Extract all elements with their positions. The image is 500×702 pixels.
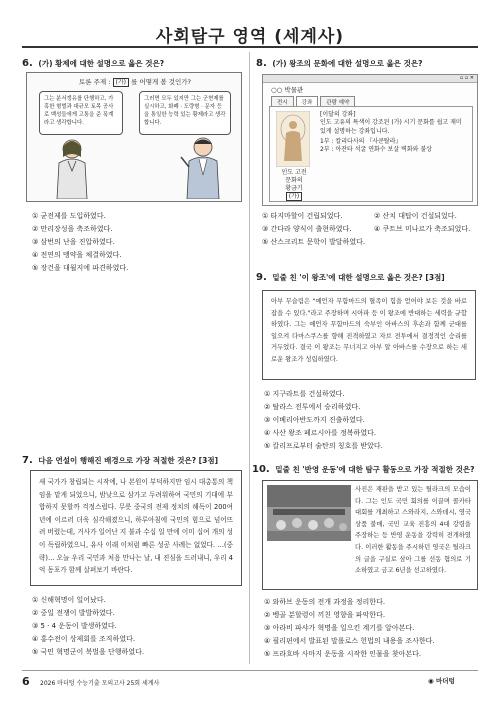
q7-option-3[interactable]: ③ 5 · 4 운동이 발생하였다. [32, 622, 117, 630]
q7-option-1[interactable]: ① 신해혁명이 일어났다. [32, 596, 106, 604]
q6-option-4[interactable]: ④ 전연의 맹약을 체결하였다. [32, 251, 122, 259]
footer-exam: 2026 마더텅 수능기출 모의고사 25회 세계사 [40, 680, 160, 687]
q9-option-3[interactable]: ③ 이베리아반도까지 진출하였다. [264, 416, 365, 424]
q7-number: 7. [22, 455, 33, 466]
q10-option-1[interactable]: ① 와하브 운동의 전개 과정을 정리한다. [264, 598, 386, 606]
q8-option-1[interactable]: ① 타지마할이 건립되었다. [262, 212, 343, 220]
q6-bubble-right: 그러면 모두 있지만 그는 군현제를 실시하고, 화폐 · 도량형 · 문자 등을 통일한 능력 있는 황제라고 생각합니다. [139, 91, 231, 135]
museum-content [269, 106, 473, 202]
q6-header [22, 58, 164, 69]
q9-option-4[interactable]: ④ 사산 왕조 페르시아를 정복하였다. [264, 429, 377, 437]
museum-name: ○○ 박물관 [271, 86, 304, 94]
q10-option-2[interactable]: ② 벵골 분할령이 끼친 영향을 파악한다. [264, 611, 386, 619]
q9-question: 밑줄 친 '이 왕조'에 대한 설명으로 옳은 것은? [3점] [272, 273, 445, 282]
lecture-part2: 2부 : 아잔타 석굴 연화수 보살 벽화와 불상 [320, 146, 432, 154]
lecture-part1: 1부 : 칼리다사의 『사쿤탈라』 [320, 137, 402, 145]
q9-option-1[interactable]: ① 지구라트를 건설하였다. [264, 390, 345, 398]
q10-header [252, 464, 474, 475]
tab-reservation[interactable]: 관람 예약 [320, 96, 355, 107]
q6-question: (가) 황제에 대한 설명으로 옳은 것은? [38, 59, 165, 68]
q10-passage-box [262, 480, 478, 590]
column-divider [249, 52, 250, 664]
q7-passage: 새 국가가 창립되는 시작에, 나 본원이 부덕하지만 임시 대총통의 책임을 맡게 되었으니, 밤낮으로 삼가고 두려워하여 국민의 기대에 부합하지 못할까 걱정스럽다. 무릇 중국의 전제 정치의 해독이 200여 년에 이르러 더욱 심각해졌으니, 하루아침에 국민의 힘으로 넘어뜨려 버렸는데, 거사가 일어난 지 불과 수십 일 만에 이미 십여 개의 성이 독립하였으니, 유사 이래 이처럼 빠른 성공 사례는 없었다. …(중략)… 오늘 우리 국민과 처음 만나는 날, 내 진심을 드러내니, 우리 4억 동포가 함께 살펴보기 바란다. [30, 470, 242, 586]
q7-header [22, 455, 218, 466]
q8-option-2[interactable]: ② 산치 대탑이 건설되었다. [374, 212, 457, 220]
q8-number: 8. [256, 58, 267, 69]
q9-option-5[interactable]: ⑤ 칼리프로부터 술탄의 칭호를 받았다. [264, 442, 383, 450]
teacher-figure-icon [177, 135, 229, 199]
q8-option-4[interactable]: ④ 쿠트브 미나르가 축조되었다. [374, 225, 471, 233]
q10-option-3[interactable]: ③ 아라비 파샤가 혁명을 일으킨 계기를 알아본다. [264, 624, 415, 632]
q8-header [256, 58, 422, 69]
q6-bubble-left: 그는 분서갱유를 단행하고, 가혹한 형벌과 대규모 토목 공사로 백성들에게 고통을 준 폭계라고 생각합니다. [39, 91, 123, 135]
buddha-caption: 인도 고전 문화의 황금기 (가) [281, 169, 307, 200]
q7-question: 다음 연설이 행해진 배경으로 가장 적절한 것은? [3점] [38, 456, 218, 465]
q6-topic: 토론 주제 : (가) 를 어떻게 볼 것인가? [79, 78, 191, 86]
page-number: 6 [22, 675, 30, 688]
student-figure-icon [47, 137, 97, 199]
q6-option-5[interactable]: ⑤ 장건을 대월지에 파견하였다. [32, 264, 129, 272]
q6-option-2[interactable]: ② 만리장성을 축조하였다. [32, 225, 113, 233]
q6-option-1[interactable]: ① 균전제를 도입하였다. [32, 212, 106, 220]
lecture-panel [320, 111, 466, 154]
q10-option-4[interactable]: ④ 필리핀에서 발표된 말롤로스 헌법의 내용을 조사한다. [264, 637, 435, 645]
footer-rule [22, 670, 478, 671]
q8-caption-ga: (가) [286, 192, 302, 201]
window-controls-icon: ▫ ▫ ✕ [459, 75, 474, 81]
q7-option-4[interactable]: ④ 홍수전이 상제회를 조직하였다. [32, 635, 136, 643]
q8-option-3[interactable]: ③ 간다라 양식이 출현하였다. [262, 225, 352, 233]
q10-option-5[interactable]: ⑤ 프라흐바 사마지 운동을 시작한 인물을 찾아본다. [264, 650, 422, 658]
tab-lecture[interactable]: 강좌 [296, 96, 319, 107]
q8-options [262, 210, 482, 249]
q10-options [264, 596, 435, 661]
q9-number: 9. [256, 272, 267, 283]
q7-options [32, 594, 144, 659]
q10-question: 밑줄 친 '반영 운동'에 대한 탐구 활동으로 가장 적절한 것은? [275, 465, 475, 474]
q10-passage-text: 사진은 재판을 받고 있는 틸라크의 모습이다. 그는 인도 국민 회의를 이끌며 콜카타 대회를 개최하고 스와라지, 스와데시, 영국 상품 불매, 국민 교육 진흥의 4대 강령을 주장하는 등 반영 운동을 강력히 전개하였다. 이러한 활동을 주시하던 영국은 틸라크의 글을 구실로 삼아 그를 선동 혐의로 기소하였고 금고 6년을 선고하였다. [355, 486, 471, 575]
tab-exhibit[interactable]: 전시 [271, 96, 294, 107]
brand-logo-icon: ◉ [428, 677, 434, 685]
buddha-statue-icon [276, 111, 310, 167]
trial-photo-icon [267, 485, 351, 541]
q9-passage: 아부 무슬림은 "예언자 무함마드의 혈족이 힘을 얻어야 보든 것을 바로잡을 수 있다."라고 주장하며 시아파 등 이 왕조에 반대하는 세력을 규합하였다. 그는 예언자 무함마드의 숙부인 아바스의 후손과 함께 군대를 일으켜 다마스쿠스를 향해 진격하였고 자브 전투에서 결정적인 승리를 거두었다. 결국 이 왕조는 무너지고 아부 알 아바스를 수장으로 하는 새로운 왕조가 성립하였다. [262, 290, 476, 380]
q6-number: 6. [22, 58, 33, 69]
lecture-text: 인도 고유의 특색이 강조된 (가) 시기 문화를 쉽고 재미있게 설명하는 강좌입니다. [320, 119, 462, 135]
q6-options [32, 210, 128, 275]
window-titlebar [263, 75, 477, 83]
q9-options [264, 388, 383, 453]
q6-illustration [26, 72, 242, 202]
lecture-heading: [이달의 강좌] [320, 111, 356, 118]
q8-question: (가) 왕조의 문화에 대한 설명으로 옳은 것은? [272, 59, 423, 68]
q8-option-5[interactable]: ⑤ 산스크리트 문학이 발달하였다. [262, 238, 366, 246]
q7-option-2[interactable]: ② 중일 전쟁이 발발하였다. [32, 609, 115, 617]
page-title: 사회탐구 영역 (세계사) [155, 27, 345, 47]
q7-option-5[interactable]: ⑤ 국민 혁명군이 북벌을 단행하였다. [32, 648, 145, 656]
title-divider [22, 46, 478, 48]
q10-number: 10. [252, 464, 270, 475]
q9-header [256, 272, 445, 283]
footer-brand: ◉ 마더텅 [428, 677, 455, 685]
q6-topic-ga: (가) [113, 78, 129, 87]
q9-option-2[interactable]: ② 탈라스 전투에서 승리하였다. [264, 403, 361, 411]
q6-option-3[interactable]: ③ 삼번의 난을 진압하였다. [32, 238, 115, 246]
q8-museum-window [262, 74, 478, 206]
